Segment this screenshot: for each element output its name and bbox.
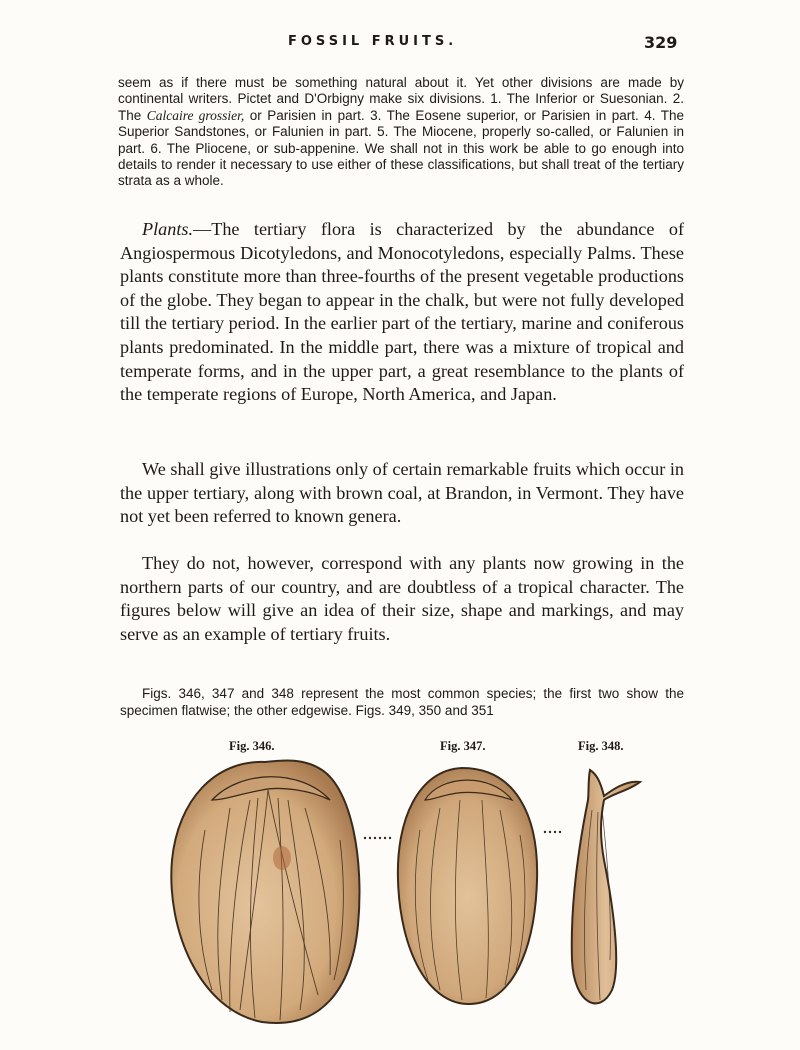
fig-347-fruit — [398, 768, 537, 1004]
classification-text-a: seem as if there must be something natural about it. Yet other divisions are made by continental writers. Pictet and D'Orbigny make six divisions. 1. The Inferior or Suesonian. 2. The — [118, 75, 684, 123]
dotted-connector-1 — [364, 837, 391, 839]
tropical-character-paragraph: They do not, however, correspond with any plants now growing in the northern parts of our country, and are doubtless of a tropical character. The figures below will give an idea of their size, shape and markings, and may serve as an example of tertiary fruits. — [120, 553, 684, 644]
running-title: FOSSIL FRUITS. — [288, 34, 458, 49]
figure-caption: Figs. 346, 347 and 348 represent the most common species; the first two show the specimen flatwise; the other edgewise. Figs. 349, 350 and 351 — [120, 686, 684, 718]
classification-italic-term: Calcaire grossier, — [146, 107, 245, 123]
plants-text: —The tertiary flora is characterized by the abundance of Angiospermous Dicotyledons, and Monocotyledons, especially Palms. These plants constitute more than three-fourths of the present vegetable productions of the globe. They began to appear in the chalk, but were not fully developed till the tertiary period. In the earlier part of the tertiary, marine and coniferous plants predominated. In the middle part, there was a mixture of tropical and temperate forms, and in the upper part, a great resemblance to the plants of the temperate regions of Europe, North America, and Japan. — [120, 219, 684, 405]
classification-text-b: or Parisien in part. 3. The Eosene superior, or Parisien in part. 4. The Superior Sandstones, or Falunien in part. 5. The Miocene, properly so-called, or Falunien in part. 6. The Pliocene, or sub-appenine. We shall not in this work be able to go enough into details to render it necessary to use either of these classifications, but shall treat of the tertiary strata as a whole. — [118, 107, 684, 189]
fig-347-label: Fig. 347. — [440, 739, 486, 753]
page-number: 329 — [644, 33, 678, 52]
fig-346-label: Fig. 346. — [229, 739, 275, 753]
fig-346-fruit — [171, 760, 359, 1023]
fig-348-fruit — [572, 770, 640, 1003]
fig-348-label: Fig. 348. — [578, 739, 624, 753]
plants-heading: Plants. — [142, 219, 194, 239]
dotted-connector-2 — [544, 831, 561, 833]
illustrations-paragraph: We shall give illustrations only of certain remarkable fruits which occur in the upper tertiary, along with brown coal, at Brandon, in Vermont. They have not yet been referred to known genera. — [120, 459, 684, 527]
